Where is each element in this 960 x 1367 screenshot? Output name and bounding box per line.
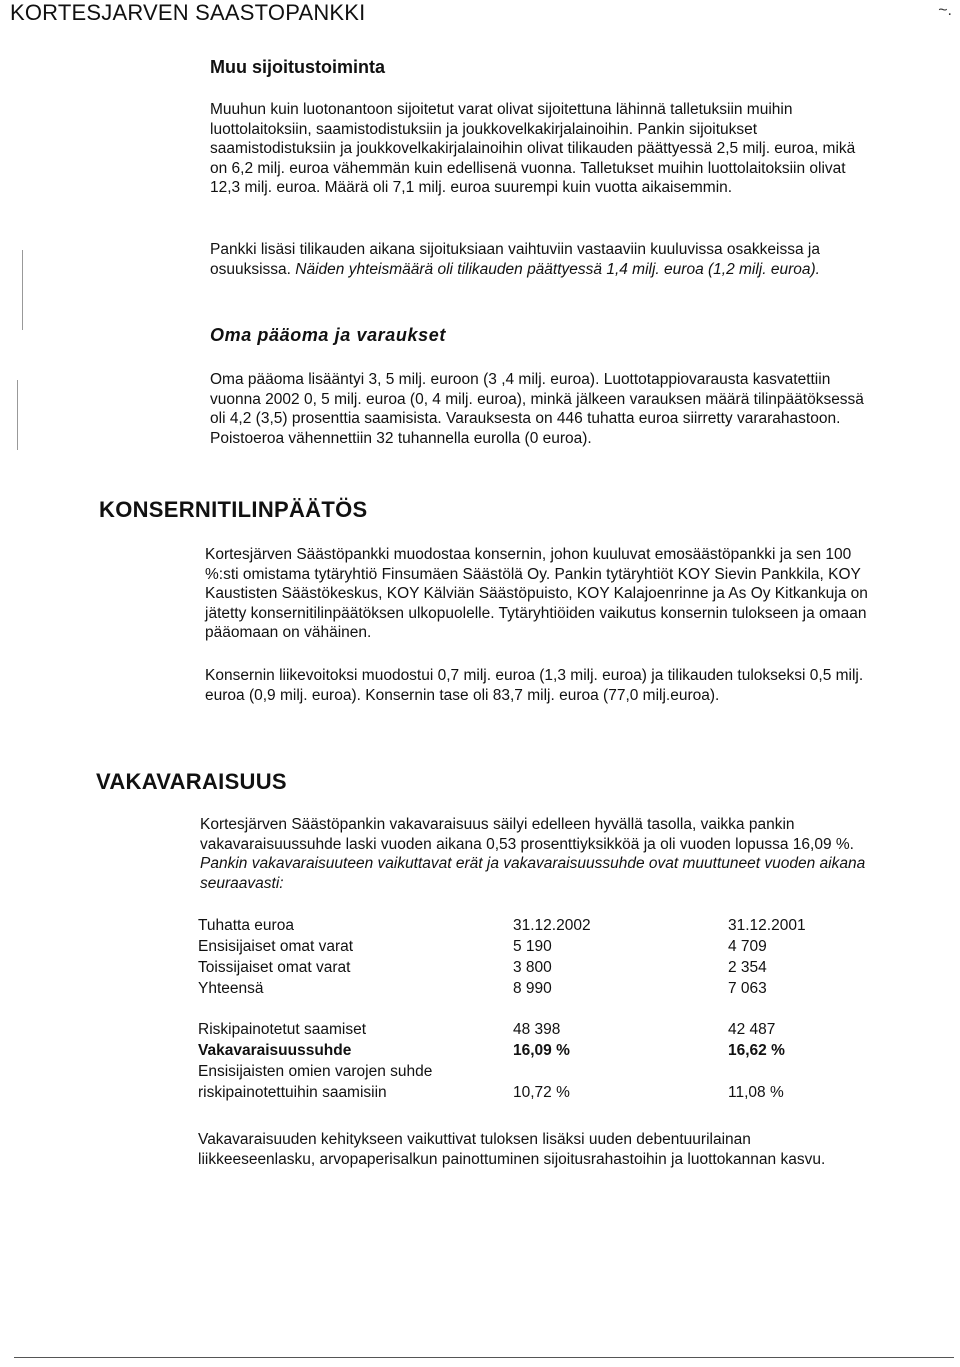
table-cell-2001: 4 709: [728, 938, 767, 955]
paragraph-muu-2a: Pankki lisäsi tilikauden aikana sijoituksiaan vaihtuviin vastaaviin kuuluvissa osakkeissa ja osuuksissa.: [210, 241, 820, 278]
table-cell-2002: 5 190: [513, 938, 552, 955]
page-header: KORTESJARVEN SAASTOPANKKI: [10, 0, 366, 25]
paragraph-oma-1: Oma pääoma lisääntyi 3, 5 milj. euroon (3 ,4 milj. euroa). Luottotappiovarausta kasvatettiin vuonna 2002 0, 5 milj. euroa (0, 4 milj. euroa), minkä jälkeen varauksen määrä tilinpäätöksessä oli 4,2 (3,5) prosenttia saamisista. Varauksesta on 446 tuhatta euroa siirretty vararahastoon. Poistoeroa vähennettiin 32 tuhannella eurolla (0 euroa).: [210, 371, 864, 447]
table-cell-2001: 42 487: [728, 1021, 776, 1038]
table-cell-label: Riskipainotetut saamiset: [198, 1021, 366, 1038]
section-heading-konserni: KONSERNITILINPÄÄTÖS: [99, 497, 368, 522]
table-row: [198, 1042, 838, 1062]
table-cell-2002: 48 398: [513, 1021, 561, 1038]
paragraph-vaka-1: [200, 815, 870, 893]
paragraph-muu-2b: Näiden yhteismäärä oli tilikauden päättyessä 1,4 milj. euroa (1,2 milj. euroa).: [295, 260, 820, 278]
table-cell-label: Yhteensä: [198, 980, 264, 997]
table-cell-2002: 10,72 %: [513, 1084, 570, 1101]
table-cell-label: riskipainotettuihin saamisiin: [198, 1084, 387, 1101]
margin-scan-mark: [17, 380, 18, 450]
table-header-row: [198, 917, 838, 937]
section-heading-vakavaraisuus: VAKAVARAISUUS: [96, 769, 287, 794]
table-row: [198, 980, 838, 1000]
table-cell-2001: 16,62 %: [728, 1042, 785, 1059]
table-cell-label: Toissijaiset omat varat: [198, 959, 351, 976]
paragraph-konserni-2: Konsernin liikevoitoksi muodostui 0,7 milj. euroa (1,3 milj. euroa) ja tilikauden tulokseksi 0,5 milj. euroa (0,9 milj. euroa). Konsernin tase oli 83,7 milj. euroa (77,0 milj.euroa).: [205, 667, 864, 704]
corner-mark: ~.: [938, 2, 952, 19]
table-cell-2002: 8 990: [513, 980, 552, 997]
table-header-2001: 31.12.2001: [728, 917, 806, 934]
table-header-2002: 31.12.2002: [513, 917, 591, 934]
page-bottom-rule: [14, 1357, 954, 1358]
capital-adequacy-table: [198, 917, 838, 1101]
table-row: [198, 1021, 838, 1041]
table-header-label: Tuhatta euroa: [198, 917, 294, 934]
table-cell-2001: 7 063: [728, 980, 767, 997]
table-cell-label: Ensisijaiset omat varat: [198, 938, 354, 955]
paragraph-vaka-2: Vakavaraisuuden kehitykseen vaikuttivat tuloksen lisäksi uuden debentuurilainan liikkeeseenlasku, arvopaperisalkun painottuminen sijoitusrahastoihin ja luottokannan kasvu.: [198, 1131, 826, 1168]
table-cell-2002: 3 800: [513, 959, 552, 976]
paragraph-vaka-1b: Pankin vakavaraisuuteen vaikuttavat erät ja vakavaraisuussuhde ovat muuttuneet vuoden aikana seuraavasti:: [200, 855, 866, 892]
paragraph-vaka-1a: Kortesjärven Säästöpankin vakavaraisuus säilyi edelleen hyvällä tasolla, vaikka pankin vakavaraisuussuhde laski vuoden aikana 0,53 prosenttiyksikköä ja oli vuoden lopussa 16,09 %.: [200, 816, 854, 853]
margin-scan-mark: [22, 250, 23, 330]
table-cell-2001: 2 354: [728, 959, 767, 976]
table-cell-label: Vakavaraisuussuhde: [198, 1042, 352, 1059]
table-cell-label: Ensisijaisten omien varojen suhde: [198, 1063, 433, 1080]
table-cell-2002: 16,09 %: [513, 1042, 570, 1059]
table-row: [198, 1063, 838, 1083]
paragraph-muu-2: [210, 240, 870, 279]
table-row: [198, 1084, 838, 1104]
section-heading-muu: Muu sijoitustoiminta: [210, 57, 385, 77]
table-cell-2001: 11,08 %: [728, 1084, 784, 1101]
table-row: [198, 959, 838, 979]
paragraph-konserni-1: Kortesjärven Säästöpankki muodostaa konsernin, johon kuuluvat emosäästöpankki ja sen 100 %:sti omistama tytäryhtiö Finsumäen Säästölä Oy. Pankin tytäryhtiöt KOY Sievin Pankkila, KOY Kaustisten Säästökeskus, KOY Kälviän Säästöpuisto, KOY Kalajoenrinne ja As Oy Kitkankuja on jätetty konsernitilinpäätöksen ulkopuolelle. Tytäryhtiöiden vaikutus konsernin tulokseen ja omaan pääomaan on vähäinen.: [205, 546, 868, 641]
section-heading-oma: Oma pääoma ja varaukset: [210, 325, 446, 345]
paragraph-muu-1: Muuhun kuin luotonantoon sijoitetut varat olivat sijoitettuna lähinnä talletuksiin muihin luottolaitoksiin, saamistodistuksiin ja joukkovelkakirjalainoihin. Pankin sijoitukset saamistodistuksiin ja joukkovelkakirjalainoihin olivat tilikauden päättyessä 2,5 milj. euroa, mikä on 6,2 milj. euroa vähemmän kuin edellisenä vuonna. Talletukset muihin luottolaitoksiin olivat 12,3 milj. euroa. Määrä oli 7,1 milj. euroa suurempi kuin vuotta aikaisemmin.: [210, 101, 856, 196]
table-row: [198, 938, 838, 958]
